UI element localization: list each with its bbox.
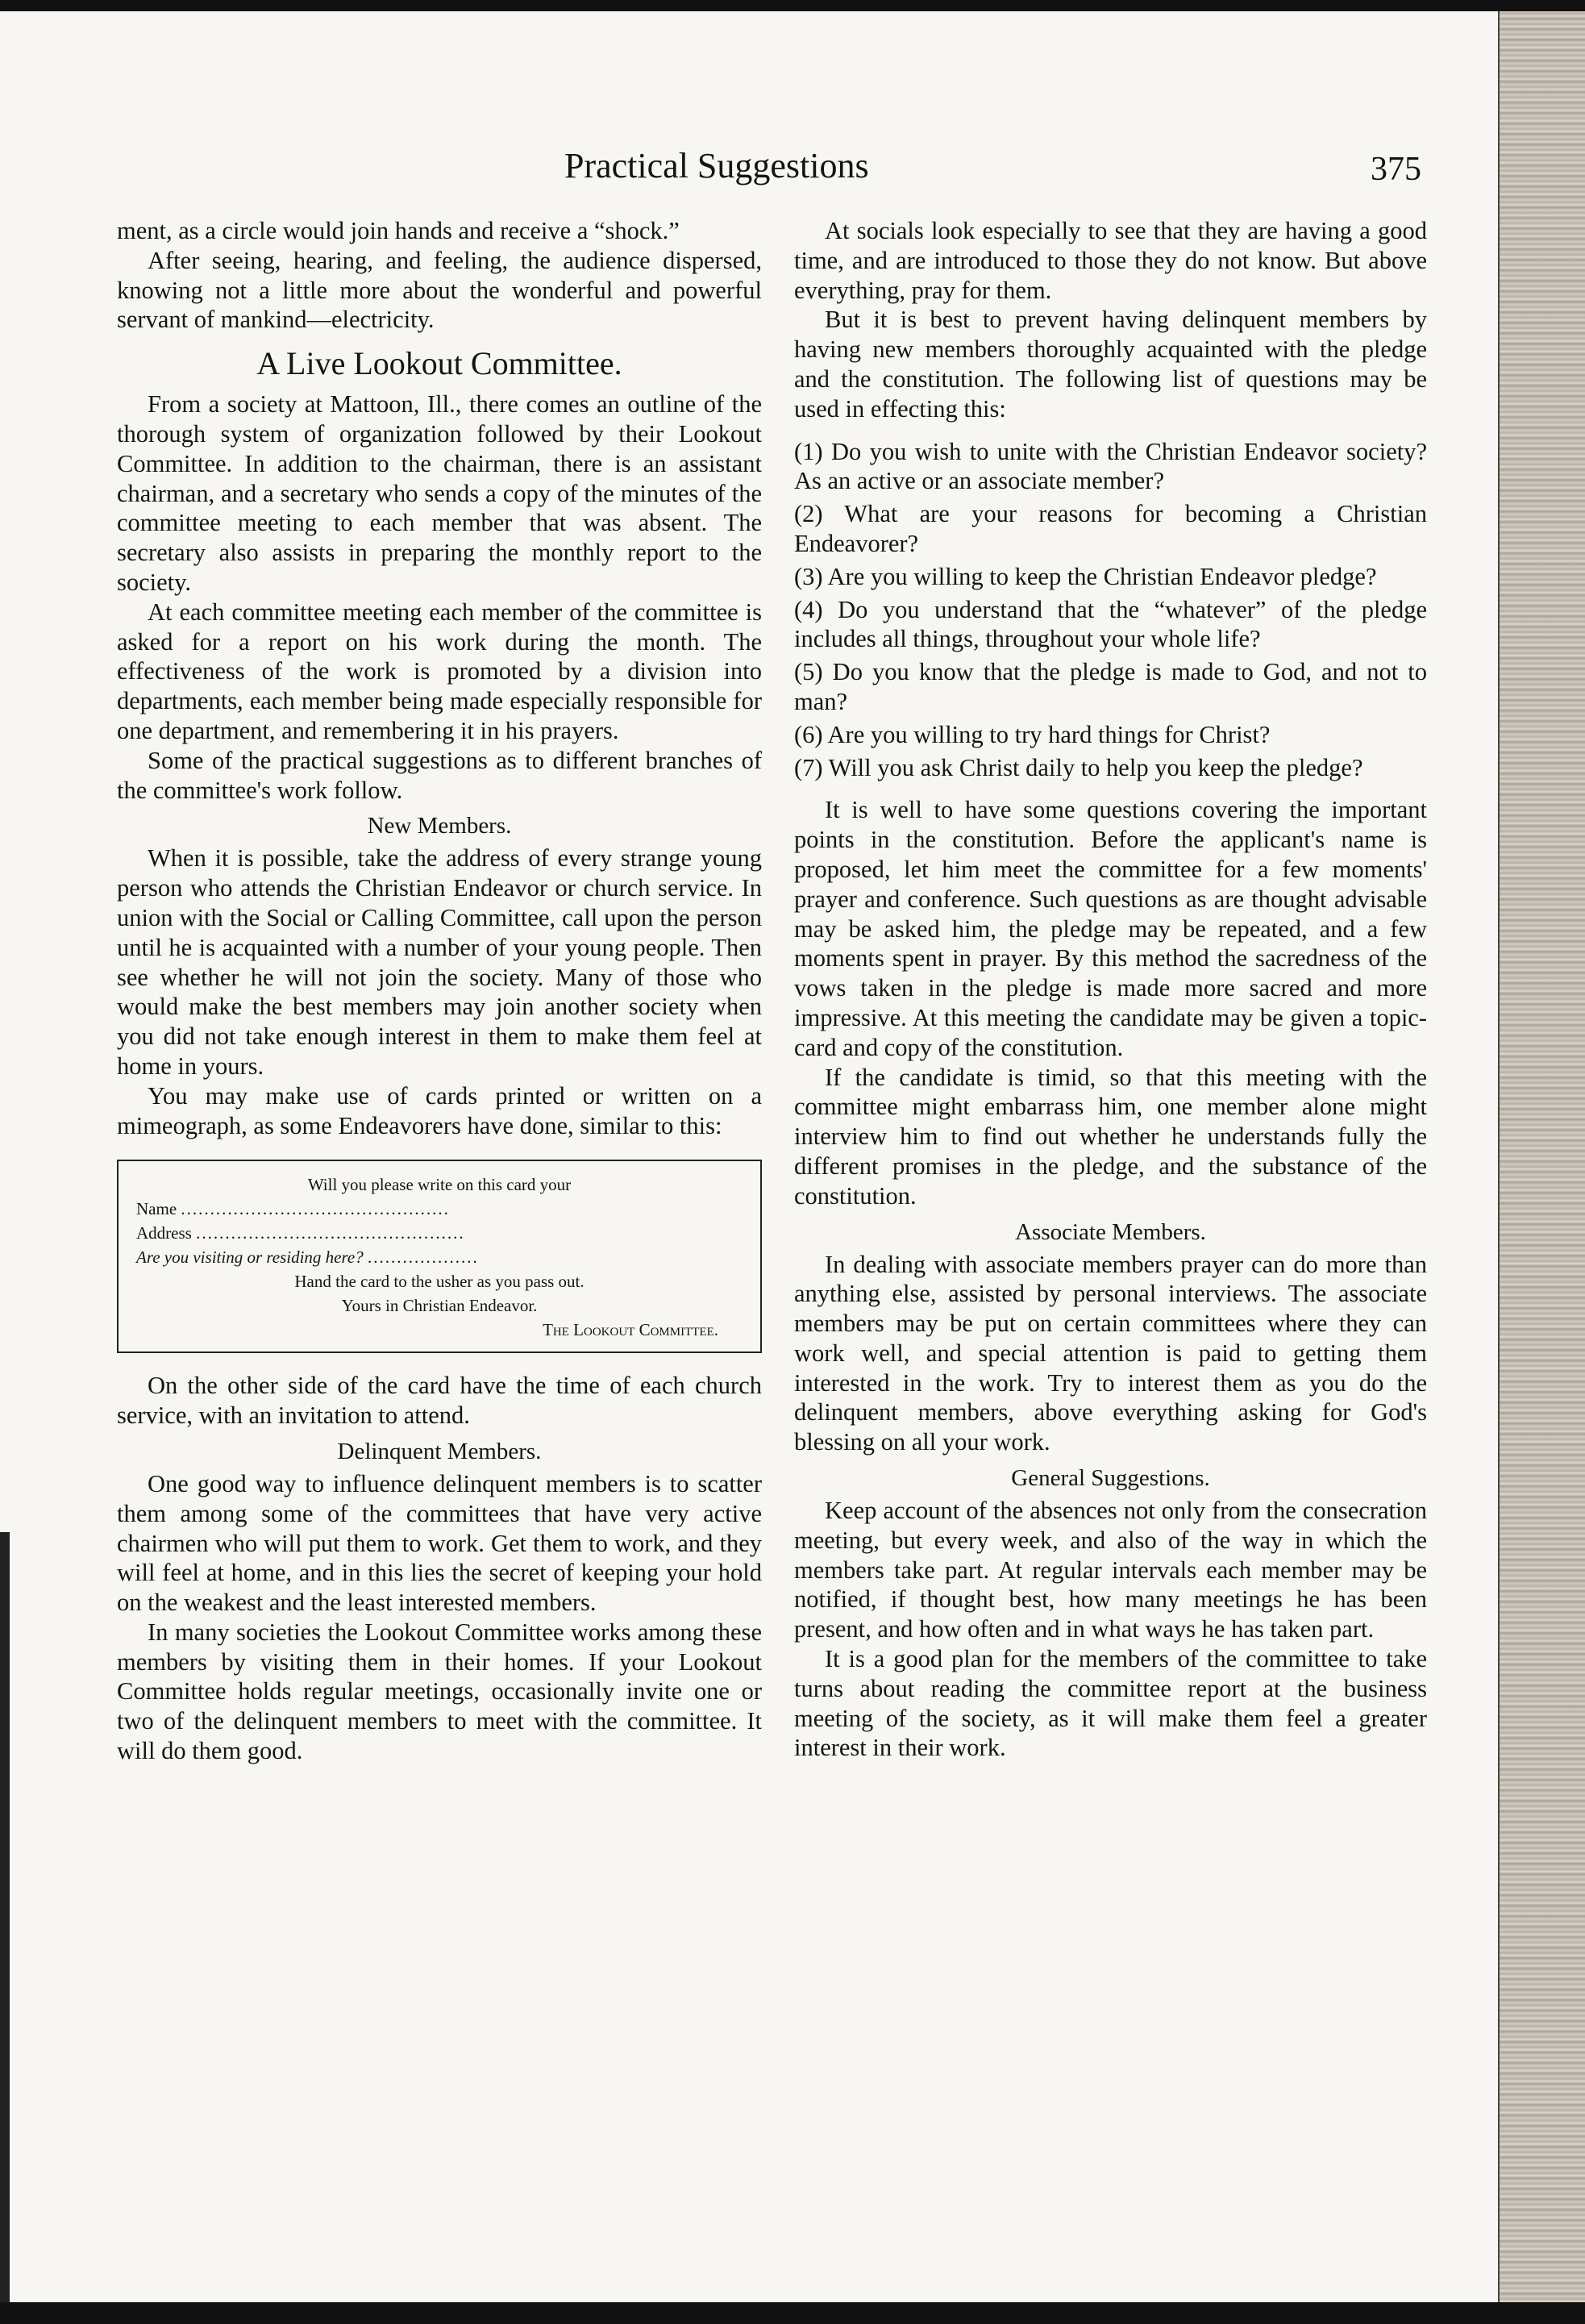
page-header	[0, 145, 1585, 202]
card-line: Hand the card to the usher as you pass out.	[294, 1272, 584, 1292]
scan-border-top	[0, 0, 1585, 11]
card-field-label: Are you visiting or residing here?	[136, 1247, 364, 1268]
paragraph: When it is possible, take the address of every strange young person who attends the Christian Endeavor or church service. In union with the Social or Calling Committee, call upon the person until he is acquainted with a number of your young people. Then see whether he will not join the society. Many of those who would make the best members may join another society when you did not take enough interest in them to make them feel at home in yours.	[117, 844, 762, 1080]
paragraph: On the other side of the card have the time of each church service, with an invitation to attend.	[117, 1372, 762, 1430]
paragraph: It is a good plan for the members of the committee to take turns about reading the committee report at the business meeting of the society, as it will make them feel a greater interest in their work.	[794, 1645, 1427, 1762]
paragraph: In many societies the Lookout Committee works among these members by visiting them in their homes. If your Lookout Committee holds regular meetings, occasionally invite one or two of the delinquent members to meet with the committee. It will do them good.	[117, 1618, 762, 1765]
card-name-field	[136, 1197, 743, 1221]
paragraph: It is well to have some questions covering the important points in the constitution. Before the applicant's name is proposed, let him meet the committee for a few moments' prayer and conference. Such questions as are thought advisable may be asked him, the pledge may be repeated, and a few moments spent in prayer. By this method the sacredness of the vows taken in the pledge is made more sacred and more impressive. At this meeting the candidate may be given a topic-card and copy of the constitution.	[794, 796, 1427, 1061]
section-heading: A Live Lookout Committee.	[256, 345, 622, 382]
paragraph: Keep account of the absences not only from the consecration meeting, but every week, and also of the way in which the members take part. At regular intervals each member may be notified, if thought best, how many meetings he has been present, and how often and in what ways he has taken part.	[794, 1497, 1427, 1643]
paragraph: From a society at Mattoon, Ill., there comes an outline of the thorough system of organization followed by their Lookout Committee. In addition to the chairman, there is an assistant chairman, and a secretary who sends a copy of the minutes of the committee meeting to each member that was absent. The secretary also assists in preparing the monthly report to the society.	[117, 390, 762, 596]
card-signature: The Lookout Committee.	[543, 1320, 718, 1340]
question-list	[794, 437, 1427, 783]
paragraph: At socials look especially to see that they are having a good time, and are introduced to those they do not know. But above everything, pray for them.	[794, 217, 1427, 304]
paragraph: At each committee meeting each member of the committee is asked for a report on his work during the month. The effectiveness of the work is promoted by a division into departments, each member being made especially responsible for one department, and remembering it in his prayers.	[117, 598, 762, 744]
subsection-heading: Delinquent Members.	[337, 1438, 542, 1464]
page-number: 375	[1371, 151, 1421, 188]
paragraph: ment, as a circle would join hands and receive a “shock.”	[117, 217, 680, 244]
card-field-dots: ..............................................	[181, 1199, 450, 1219]
question-item: (3) Are you willing to keep the Christian Endeavor pledge?	[794, 562, 1377, 590]
paragraph: In dealing with associate members prayer can do more than anything else, assisted by personal interviews. The associate members may be put on certain committees where they can work well, and special attention is paid to getting them interested in the work. Try to interest them as you do the delinquent members, above everything asking for God's blessing on all your work.	[794, 1250, 1427, 1456]
question-item: (6) Are you willing to try hard things for Christ?	[794, 720, 1271, 748]
question-item: (5) Do you know that the pledge is made to God, and not to man?	[794, 658, 1427, 715]
left-column	[117, 216, 762, 1766]
subsection-heading: Associate Members.	[1015, 1218, 1206, 1245]
scan-edge-right	[1498, 11, 1585, 2302]
scan-border-bottom	[0, 2302, 1585, 2324]
paragraph: Some of the practical suggestions as to different branches of the committee's work follow.	[117, 746, 762, 804]
card-field-label: Name	[136, 1199, 177, 1219]
scan-border-left	[0, 1532, 10, 2306]
card-visiting-field	[136, 1245, 743, 1269]
question-item: (4) Do you understand that the “whatever” of the pledge includes all things, throughout your whole life?	[794, 595, 1427, 653]
running-head: Practical Suggestions	[564, 146, 869, 185]
right-column	[794, 216, 1427, 1763]
question-item: (2) What are your reasons for becoming a Christian Endeavorer?	[794, 500, 1427, 557]
card-address-field	[136, 1221, 743, 1245]
subsection-heading: New Members.	[367, 813, 512, 839]
sample-card	[117, 1160, 762, 1353]
card-line: Yours in Christian Endeavor.	[341, 1296, 538, 1316]
card-field-dots: ..............................................	[196, 1223, 465, 1243]
paragraph: If the candidate is timid, so that this meeting with the committee might embarrass him, one member alone might interview him to find out whether he understands fully the different promises in the pledge, and the substance of the constitution.	[794, 1063, 1427, 1210]
paragraph: One good way to influence delinquent members is to scatter them among some of the committees that have very active chairmen who will put them to work. Get them to work, and they will feel at home, and in this lies the secret of keeping your hold on the weakest and the least interested members.	[117, 1469, 762, 1617]
paragraph: After seeing, hearing, and feeling, the audience dispersed, knowing not a little more about the wonderful and powerful servant of mankind—electricity.	[117, 246, 762, 334]
question-item: (7) Will you ask Christ daily to help you keep the pledge?	[794, 753, 1363, 781]
subsection-heading: General Suggestions.	[1011, 1465, 1210, 1492]
paragraph: You may make use of cards printed or written on a mimeograph, as some Endeavorers have done, similar to this:	[117, 1081, 762, 1139]
question-item: (1) Do you wish to unite with the Christian Endeavor society? As an active or an associate member?	[794, 437, 1427, 495]
paragraph: But it is best to prevent having delinquent members by having new members thoroughly acquainted with the pledge and the constitution. The following list of questions may be used in effecting this:	[794, 306, 1427, 423]
card-line: Will you please write on this card your	[307, 1175, 572, 1195]
card-field-dots: ...................	[367, 1247, 479, 1268]
card-field-label: Address	[136, 1223, 192, 1243]
